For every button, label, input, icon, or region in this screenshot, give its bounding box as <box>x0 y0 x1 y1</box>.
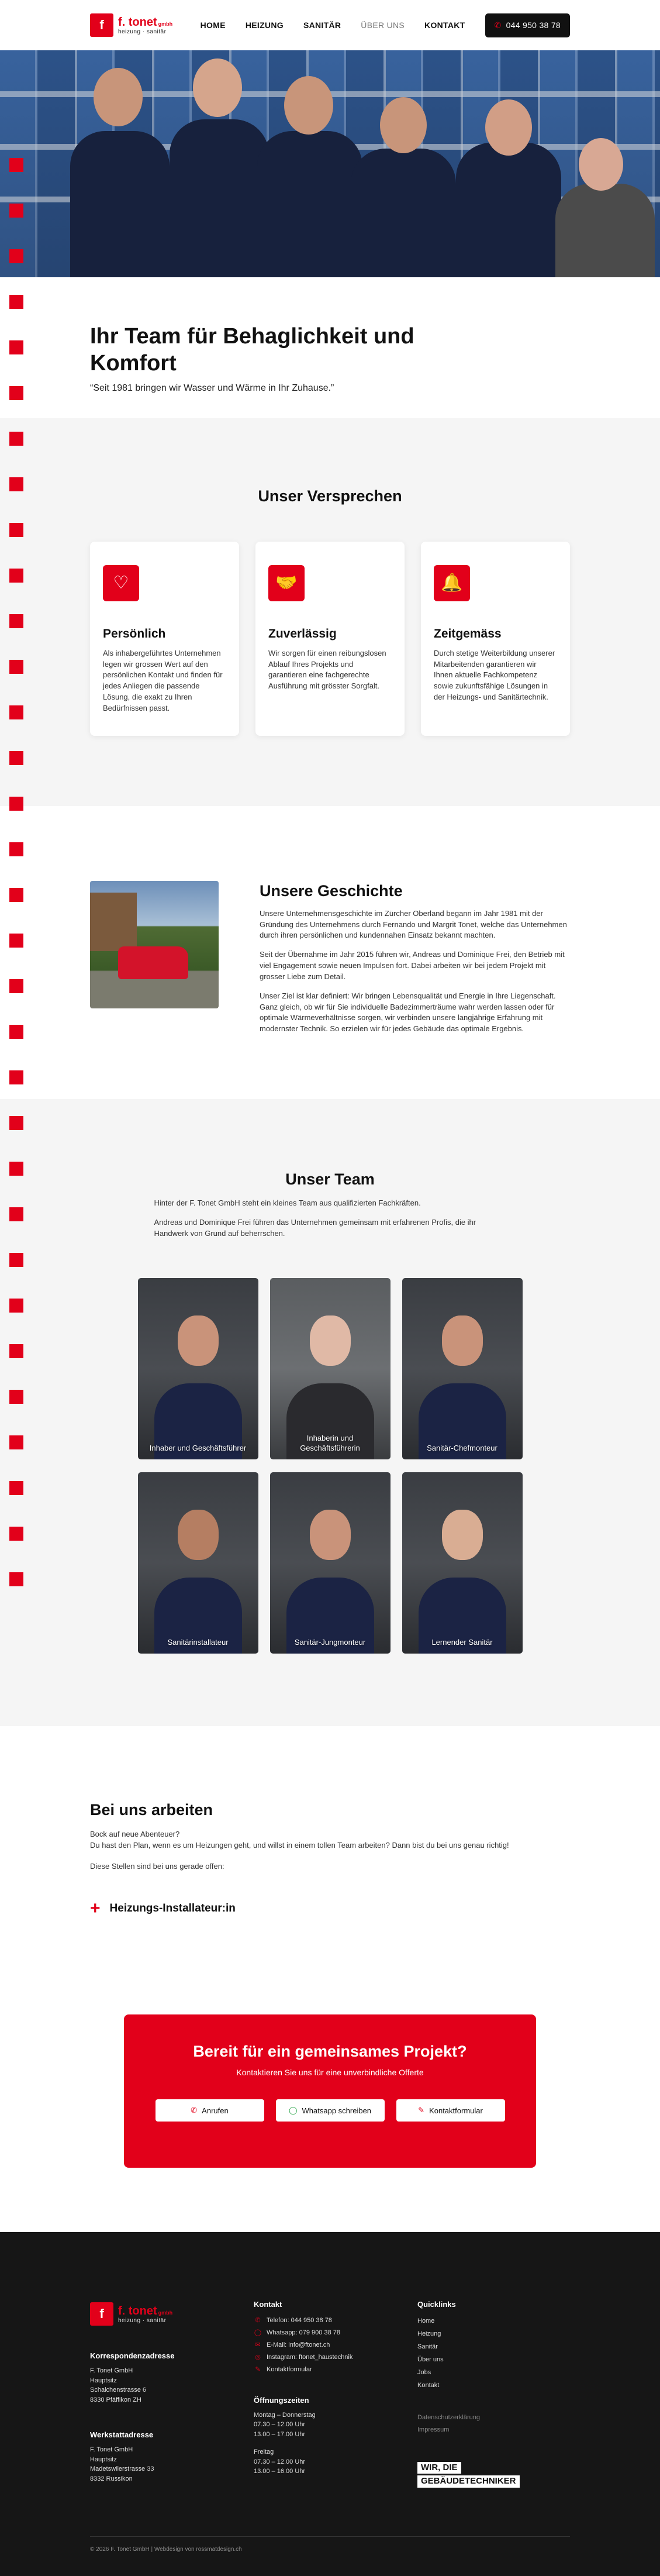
mail-icon: ✉ <box>255 2341 261 2348</box>
logo-mark: f <box>90 13 113 37</box>
team-member-card <box>270 1278 391 1459</box>
jobs-lead: Du hast den Plan, wenn es um Heizungen geht, und willst in einem tollen Team arbeiten? Dann bist du bei uns genau richtig! <box>90 1841 509 1850</box>
quicklinks <box>417 2315 534 2392</box>
nav-heizung[interactable]: HEIZUNG <box>245 20 284 30</box>
nav-sanitaer[interactable]: SANITÄR <box>303 20 341 30</box>
whatsapp-icon: ◯ <box>288 2106 298 2115</box>
contact-whatsapp[interactable]: ◯ Whatsapp: 079 900 38 78 <box>254 2327 417 2339</box>
story-paragraph: Seit der Übernahme im Jahr 2015 führen wir, Andreas und Dominique Frei, den Betrieb mit viel Engagement sowie neuen Impulsen fort. Dabei arbeiten wir bei jedem Projekt mit grosser Liebe zum Detail. <box>260 950 565 981</box>
jobs-section <box>0 1726 660 1941</box>
decorative-squares <box>9 158 25 1618</box>
promise-section <box>0 418 660 806</box>
address-line: Hauptsitz <box>90 2377 117 2384</box>
logo-suffix: gmbh <box>158 20 173 27</box>
form-icon: ✎ <box>255 2365 261 2373</box>
contact-email[interactable]: ✉ E-Mail: info@ftonet.ch <box>254 2339 417 2351</box>
logo-name: f. tonet <box>118 15 157 29</box>
quicklink-kontakt[interactable]: Kontakt <box>417 2382 440 2389</box>
hours-line: 07.30 – 12.00 Uhr <box>254 2421 306 2429</box>
plus-icon: + <box>90 1899 101 1919</box>
card-text: Durch stetige Weiterbildung unserer Mitarbeitenden garantieren wir Ihnen aktuelle Fachkompetenz sowie zukunftsfähige Lösungen in der Heizungs- und Sanitärtechnik. <box>434 648 555 702</box>
quicklink-sanitaer[interactable]: Sanitär <box>417 2343 438 2351</box>
contact-phone[interactable]: ✆ Telefon: 044 950 38 78 <box>254 2315 417 2327</box>
story-title: Unsere Geschichte <box>260 881 403 900</box>
team-member-card <box>270 1472 391 1654</box>
page-subtitle: “Seit 1981 bringen wir Wasser und Wärme in Ihr Zuhause.” <box>90 383 334 393</box>
phone-label: 044 950 38 78 <box>506 20 561 30</box>
promise-cards <box>90 542 570 736</box>
team-member-card <box>402 1472 523 1654</box>
hours-line: 13.00 – 16.00 Uhr <box>254 2468 306 2475</box>
whatsapp-icon: ◯ <box>254 2329 262 2337</box>
team-section <box>0 1099 660 1726</box>
cta-banner <box>124 2014 536 2168</box>
contact-form-button[interactable] <box>396 2099 505 2122</box>
badge-line2: GEBÄUDETECHNIKER <box>417 2475 520 2488</box>
whatsapp-button[interactable] <box>276 2099 385 2122</box>
member-role: Inhaber und Geschäftsführer <box>149 1443 247 1452</box>
hero-team-photo <box>0 50 660 277</box>
cta-title: Bereit für ein gemeinsames Projekt? <box>193 2043 467 2061</box>
intro-section <box>0 277 660 411</box>
story-paragraph: Unsere Unternehmensgeschichte im Zürcher Oberland begann im Jahr 1981 mit der Gründung des Unternehmens durch Fernando und Margrit Tonet, welche das Unternehmen durch ihren persönlichen und kundennahen Einsatz bekannt machten. <box>260 908 567 940</box>
nav-ueber-uns[interactable]: ÜBER UNS <box>361 20 405 30</box>
quicklink-jobs[interactable]: Jobs <box>417 2369 431 2377</box>
hours-line: 13.00 – 17.00 Uhr <box>254 2430 306 2438</box>
promise-card <box>255 542 405 736</box>
call-button-label: Anrufen <box>202 2106 229 2115</box>
imprint-link[interactable]: Impressum <box>417 2426 450 2434</box>
phone-icon: ✆ <box>494 20 502 30</box>
card-title: Zuverlässig <box>268 626 337 640</box>
address-line: Schalchenstrasse 6 <box>90 2386 146 2394</box>
workshop-title: Werkstattadresse <box>90 2430 154 2440</box>
story-paragraph: Unser Ziel ist klar definiert: Wir bringen Lebensqualität und Energie in Ihre Liegenschaft. Ganz gleich, ob wir für Sie individuelle Badezimmerträume wahr werden lassen oder für optimale Wärmeverhältnisse sorgen, wir verbinden unsere langjährige Erfahrung mit modernster Technik. So erzielen wir für jedes Gebäude das optimale Ergebnis. <box>260 991 556 1034</box>
logo[interactable] <box>90 13 172 37</box>
privacy-link[interactable]: Datenschutzerklärung <box>417 2414 481 2422</box>
jobs-title: Bei uns arbeiten <box>90 1800 213 1819</box>
job-accordion-item[interactable] <box>90 1900 570 1917</box>
instagram-icon: ◎ <box>255 2353 261 2361</box>
contact-instagram[interactable]: ◎ Instagram: ftonet_haustechnik <box>254 2351 417 2364</box>
quicklinks-title: Quicklinks <box>417 2300 456 2309</box>
address-line: 8332 Russikon <box>90 2475 133 2482</box>
handshake-icon: 🤝 <box>268 565 305 601</box>
footer-logo-subtitle: heizung · sanitär <box>118 2317 167 2324</box>
hours-line: 07.30 – 12.00 Uhr <box>254 2458 306 2465</box>
logo-subtitle: heizung · sanitär <box>118 28 167 35</box>
team-member-card <box>138 1278 258 1459</box>
copyright: © 2026 F. Tonet GmbH | Webdesign von rossmatdesign.ch <box>90 2536 570 2553</box>
contact-form-link[interactable]: ✎ Kontaktformular <box>254 2364 417 2376</box>
quicklink-heizung[interactable]: Heizung <box>417 2330 441 2338</box>
team-member-card <box>138 1472 258 1654</box>
edit-icon: ✎ <box>418 2106 425 2115</box>
contact-title: Kontakt <box>254 2300 282 2309</box>
contact-form-button-label: Kontaktformular <box>429 2106 483 2115</box>
team-title: Unser Team <box>285 1170 375 1189</box>
address-line: F. Tonet GmbH <box>90 2367 133 2375</box>
member-role: Sanitär-Jungmonteur <box>294 1637 366 1647</box>
jobs-lead: Bock auf neue Abenteuer? <box>90 1829 180 1838</box>
team-grid <box>90 1278 570 1654</box>
page-title: Ihr Team für Behaglichkeit und Komfort <box>90 324 414 376</box>
card-title: Zeitgemäss <box>434 626 502 640</box>
site-footer <box>0 2232 660 2576</box>
hours-line: Freitag <box>254 2448 274 2456</box>
member-role: Inhaberin und Geschäftsführerin <box>300 1433 360 1452</box>
phone-button[interactable] <box>485 13 570 37</box>
footer-logo-suffix: gmbh <box>158 2309 173 2316</box>
footer-logo[interactable] <box>90 2302 254 2326</box>
hours-line: Montag – Donnerstag <box>254 2411 316 2419</box>
phone-icon: ✆ <box>255 2317 261 2324</box>
team-paragraph: Hinter der F. Tonet GmbH steht ein kleines Team aus qualifizierten Fachkräften. <box>154 1199 421 1208</box>
quicklink-home[interactable]: Home <box>417 2317 435 2325</box>
company-van-photo <box>90 881 219 1008</box>
card-title: Persönlich <box>103 626 166 640</box>
phone-icon: ✆ <box>191 2106 198 2115</box>
team-paragraph: Andreas und Dominique Frei führen das Unternehmen gemeinsam mit erfahrenen Profis, die ihr Handwerk von Grund auf beherrschen. <box>154 1218 476 1238</box>
cta-subtitle: Kontaktieren Sie uns für eine unverbindliche Offerte <box>236 2068 424 2078</box>
quicklink-ueber-uns[interactable]: Über uns <box>417 2356 444 2364</box>
promise-title: Unser Versprechen <box>258 487 402 505</box>
job-title: Heizungs-Installateur:in <box>109 1902 236 1915</box>
footer-logo-name: f. tonet <box>118 2304 157 2317</box>
card-text: Wir sorgen für einen reibungslosen Ablauf Ihres Projekts und garantieren eine fachgerechte Ausführung mit grösster Sorgfalt. <box>268 648 386 691</box>
story-section <box>0 806 660 1099</box>
hours-title: Öffnungszeiten <box>254 2395 309 2405</box>
bell-icon: 🔔 <box>434 565 470 601</box>
address-line: F. Tonet GmbH <box>90 2446 133 2454</box>
address-line: 8330 Pfäffikon ZH <box>90 2396 141 2403</box>
address-line: Hauptsitz <box>90 2456 117 2463</box>
call-button[interactable] <box>156 2099 264 2122</box>
address-line: Madetswilerstrasse 33 <box>90 2465 154 2473</box>
nav-kontakt[interactable]: KONTAKT <box>424 20 465 30</box>
suissetec-badge <box>417 2462 516 2488</box>
badge-line1: WIR, DIE <box>417 2462 461 2474</box>
team-member-card <box>402 1278 523 1459</box>
site-header <box>0 0 660 50</box>
footer-logo-mark: f <box>90 2302 113 2326</box>
promise-card <box>90 542 239 736</box>
correspondence-title: Korrespondenzadresse <box>90 2351 175 2361</box>
heart-icon: ♡ <box>103 565 139 601</box>
member-role: Sanitär-Chefmonteur <box>427 1443 497 1452</box>
jobs-open-text: Diese Stellen sind bei uns gerade offen: <box>90 1861 224 1871</box>
card-text: Als inhabergeführtes Unternehmen legen wir grossen Wert auf den persönlichen Kontakt und finden für jedes Anliegen die passende Lösung, die exakt zu Ihren Bedürfnissen passt. <box>103 648 223 712</box>
main-nav <box>201 13 570 37</box>
member-role: Sanitärinstallateur <box>167 1637 229 1647</box>
whatsapp-button-label: Whatsapp schreiben <box>302 2106 372 2115</box>
promise-card <box>421 542 570 736</box>
nav-home[interactable]: HOME <box>200 20 226 30</box>
member-role: Lernender Sanitär <box>431 1637 493 1647</box>
